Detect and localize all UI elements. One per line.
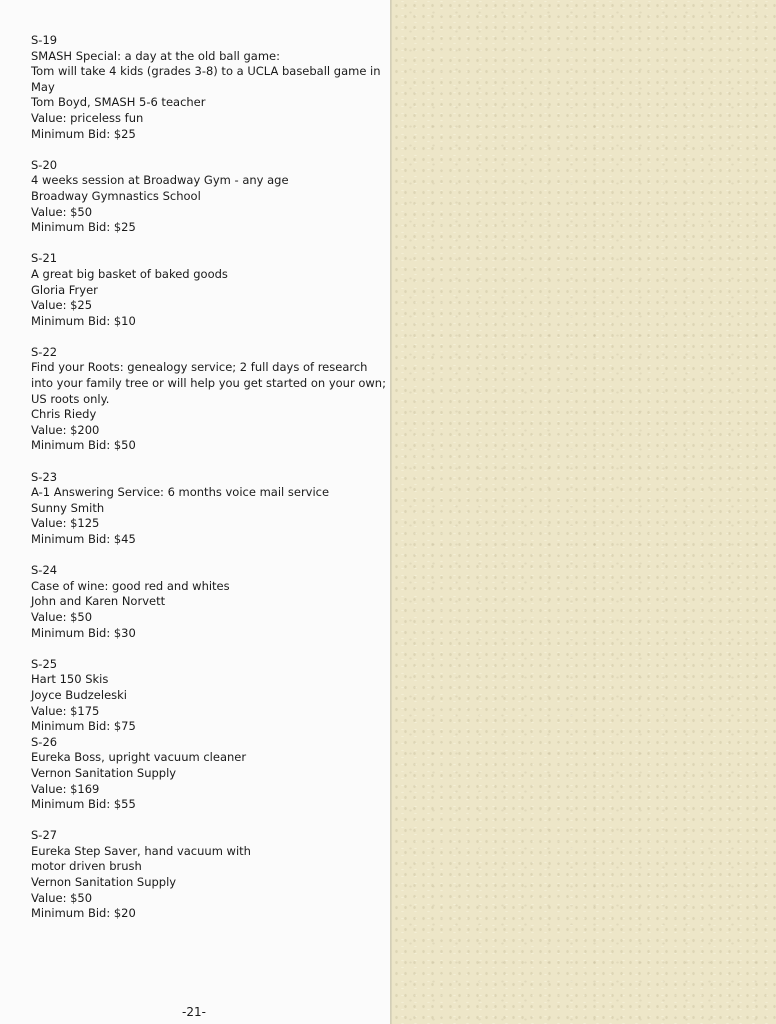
item-minimum-bid: Minimum Bid: $10 <box>31 313 136 328</box>
auction-item-s21 <box>31 251 376 329</box>
page-number: -21- <box>182 1005 206 1019</box>
right-blank-page <box>392 0 776 1024</box>
item-value: Value: $50 <box>31 204 93 219</box>
auction-item-s26 <box>31 735 376 813</box>
auction-item-s22 <box>31 344 386 454</box>
item-donor: Sunny Smith <box>31 500 105 515</box>
item-code: S-21 <box>31 251 58 266</box>
item-donor: Chris Riedy <box>31 407 97 422</box>
item-code: S-25 <box>31 656 58 671</box>
item-title: SMASH Special: a day at the old ball game: <box>31 48 280 63</box>
item-title: A-1 Answering Service: 6 months voice mail service <box>31 485 330 500</box>
item-title: Case of wine: good red and whites <box>31 578 230 593</box>
item-minimum-bid: Minimum Bid: $30 <box>31 625 136 640</box>
auction-item-s24 <box>31 563 376 641</box>
item-minimum-bid: Minimum Bid: $25 <box>31 220 136 235</box>
item-donor: John and Karen Norvett <box>31 594 166 609</box>
item-code: S-22 <box>31 344 58 359</box>
item-minimum-bid: Minimum Bid: $25 <box>31 126 136 141</box>
item-value: Value: $169 <box>31 781 100 796</box>
item-detail: into your family tree or will help you get started on your own; <box>31 376 386 391</box>
item-title: Eureka Step Saver, hand vacuum with <box>31 843 251 858</box>
item-minimum-bid: Minimum Bid: $45 <box>31 532 136 546</box>
auction-item-s27 <box>31 828 376 922</box>
item-value: Value: $175 <box>31 703 100 718</box>
item-detail: motor driven brush <box>31 859 142 874</box>
item-title: A great big basket of baked goods <box>31 266 228 281</box>
item-code: S-23 <box>31 469 58 484</box>
item-value: Value: $200 <box>31 422 100 437</box>
item-value: Value: $50 <box>31 890 93 905</box>
item-donor: Vernon Sanitation Supply <box>31 875 177 890</box>
item-minimum-bid: Minimum Bid: $50 <box>31 438 136 453</box>
item-value: Value: priceless fun <box>31 110 144 125</box>
item-donor: Vernon Sanitation Supply <box>31 765 177 780</box>
item-minimum-bid: Minimum Bid: $75 <box>31 719 136 734</box>
item-code: S-24 <box>31 563 58 578</box>
item-donor: Broadway Gymnastics School <box>31 188 201 203</box>
item-value: Value: $25 <box>31 298 93 313</box>
auction-item-s23 <box>31 470 376 548</box>
item-minimum-bid: Minimum Bid: $20 <box>31 906 136 921</box>
item-title: Eureka Boss, upright vacuum cleaner <box>31 750 247 765</box>
item-code: S-27 <box>31 828 58 843</box>
item-code: S-26 <box>31 734 58 749</box>
auction-item-s25 <box>31 657 376 735</box>
item-code: S-20 <box>31 157 58 172</box>
item-donor: Tom Boyd, SMASH 5-6 teacher <box>31 95 206 110</box>
item-code: S-19 <box>31 33 58 47</box>
item-detail: May <box>31 79 55 94</box>
item-minimum-bid: Minimum Bid: $55 <box>31 797 136 812</box>
item-title: Hart 150 Skis <box>31 672 109 687</box>
auction-item-s20 <box>31 158 376 236</box>
item-value: Value: $50 <box>31 609 93 624</box>
auction-item-list <box>31 33 386 937</box>
item-value: Value: $125 <box>31 516 100 531</box>
auction-item-s19 <box>31 33 381 142</box>
item-detail: US roots only. <box>31 391 110 406</box>
item-title: Find your Roots: genealogy service; 2 full days of research <box>31 360 368 375</box>
item-detail: Tom will take 4 kids (grades 3-8) to a UCLA baseball game in <box>31 64 381 79</box>
item-donor: Gloria Fryer <box>31 282 98 297</box>
item-title: 4 weeks session at Broadway Gym - any age <box>31 173 289 188</box>
item-donor: Joyce Budzeleski <box>31 687 127 702</box>
